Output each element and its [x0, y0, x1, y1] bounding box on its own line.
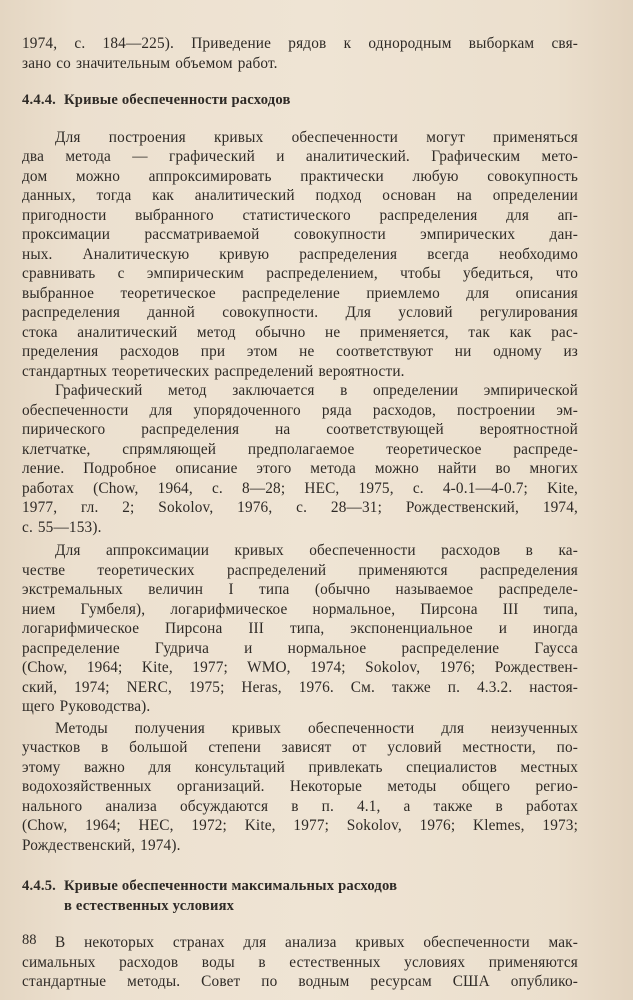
text-line: клетчатке, спрямляющей предполагаемое теоретическое распреде-	[22, 440, 578, 458]
text-line: экстремальных величин I типа (обычно называемое распределе-	[22, 581, 578, 598]
text-line: (Chow, 1964; HEC, 1972; Kite, 1977; Sokolov, 1976; Klemes, 1973;	[22, 817, 578, 834]
page-number: 88	[22, 932, 37, 948]
text-line: сравнивать с эмпирическим распределением, чтобы убедиться, что	[22, 265, 578, 282]
text-line: стока аналитический метод обычно не применяется, так как рас-	[22, 323, 578, 341]
text-line: с. 55—153).	[22, 518, 102, 536]
text-line: этому важно для консультаций привлекать специалистов местных	[22, 758, 578, 776]
section-number: 4.4.5.	[22, 878, 57, 894]
text-line: Графический метод заключается в определении эмпирической	[55, 382, 578, 399]
text-line: Методы получения кривых обеспеченности для неизученных	[55, 719, 578, 737]
section-heading-4-4-4	[22, 91, 578, 111]
text-line: нального анализа обсуждаются в п. 4.1, а также в работах	[22, 797, 578, 815]
text-line: ский, 1974; NERC, 1975; Heras, 1976. См. также п. 4.3.2. настоя-	[22, 678, 578, 696]
section-title-line: Кривые обеспеченности максимальных расходов	[64, 878, 398, 894]
text-line: данных, тогда как аналитический подход основан на определении	[22, 187, 578, 204]
text-line: симальных расходов воды в естественных условиях применяются	[22, 953, 578, 971]
page-content	[22, 34, 578, 992]
paragraph-5	[22, 933, 578, 992]
text-line: щего Руководства).	[22, 698, 151, 715]
section-title: Кривые обеспеченности расходов	[64, 92, 291, 108]
text-line: стандартные методы. Совет по водным ресурсам США опублико-	[22, 973, 578, 990]
paragraph-3	[22, 541, 578, 717]
text-line: Для построения кривых обеспеченности могут применяться	[55, 128, 578, 146]
text-line: выбранное теоретическое распределение приемлемо для описания	[22, 284, 578, 302]
text-line: ных. Аналитическую кривую распределения всегда необходимо	[22, 245, 578, 263]
text-line: 1977, гл. 2; Sokolov, 1976, с. 28—31; Рождественский, 1974,	[22, 499, 578, 516]
text-line: зано со значительным объемом работ.	[22, 54, 278, 72]
text-line: распределение Гудрича и нормальное распределение Гаусса	[22, 639, 578, 657]
paragraph-1	[22, 128, 578, 382]
text-line: нием Гумбеля), логарифмическое нормальное, Пирсона III типа,	[22, 600, 578, 618]
section-heading-4-4-5	[22, 877, 578, 916]
section-title-line: в естественных условиях	[64, 897, 235, 914]
text-line: пределения расходов при этом не соответствуют ни одному из	[22, 343, 578, 360]
text-line: Рождественский, 1974).	[22, 836, 181, 854]
text-line: В некоторых странах для анализа кривых обеспеченности мак-	[55, 934, 578, 951]
text-line: работах (Chow, 1964, с. 8—28; HEC, 1975, с. 4-0.1—4-0.7; Kite,	[22, 479, 578, 497]
text-line: логарифмическое Пирсона III типа, экспоненциальное и иногда	[22, 620, 578, 637]
text-line: обеспеченности для упорядоченного ряда расходов, построении эм-	[22, 401, 578, 419]
text-line: честве теоретических распределений применяются распределения	[22, 561, 578, 579]
text-line: два метода — графический и аналитический. Графическим мето-	[22, 148, 578, 165]
text-line: проксимации рассматриваемой совокупности эмпирических дан-	[22, 226, 578, 243]
paragraph-4	[22, 719, 578, 856]
text-line: пригодности выбранного статистического распределения для ап-	[22, 206, 578, 224]
paragraph-2	[22, 381, 578, 537]
text-line: участков в большой степени зависят от условий местности, по-	[22, 739, 578, 756]
text-line: 1974, с. 184—225). Приведение рядов к однородным выборкам свя-	[22, 35, 578, 52]
text-line: ление. Подробное описание этого метода можно найти во многих	[22, 460, 578, 477]
text-line: распределения данной совокупности. Для условий регулирования	[22, 304, 578, 321]
text-line: Для аппроксимации кривых обеспеченности расходов в ка-	[55, 542, 578, 559]
text-line: пирического распределения на соответствующей вероятностной	[22, 421, 578, 438]
text-line: стандартных теоретических распределений вероятности.	[22, 362, 405, 380]
text-line: водохозяйственных организаций. Некоторые методы общего регио-	[22, 778, 578, 795]
intro-paragraph	[22, 34, 578, 73]
section-number: 4.4.4.	[22, 92, 57, 108]
text-line: (Chow, 1964; Kite, 1977; WMO, 1974; Sokolov, 1976; Рождествен-	[22, 659, 578, 676]
text-line: дом можно аппроксимировать практически любую совокупность	[22, 167, 578, 185]
